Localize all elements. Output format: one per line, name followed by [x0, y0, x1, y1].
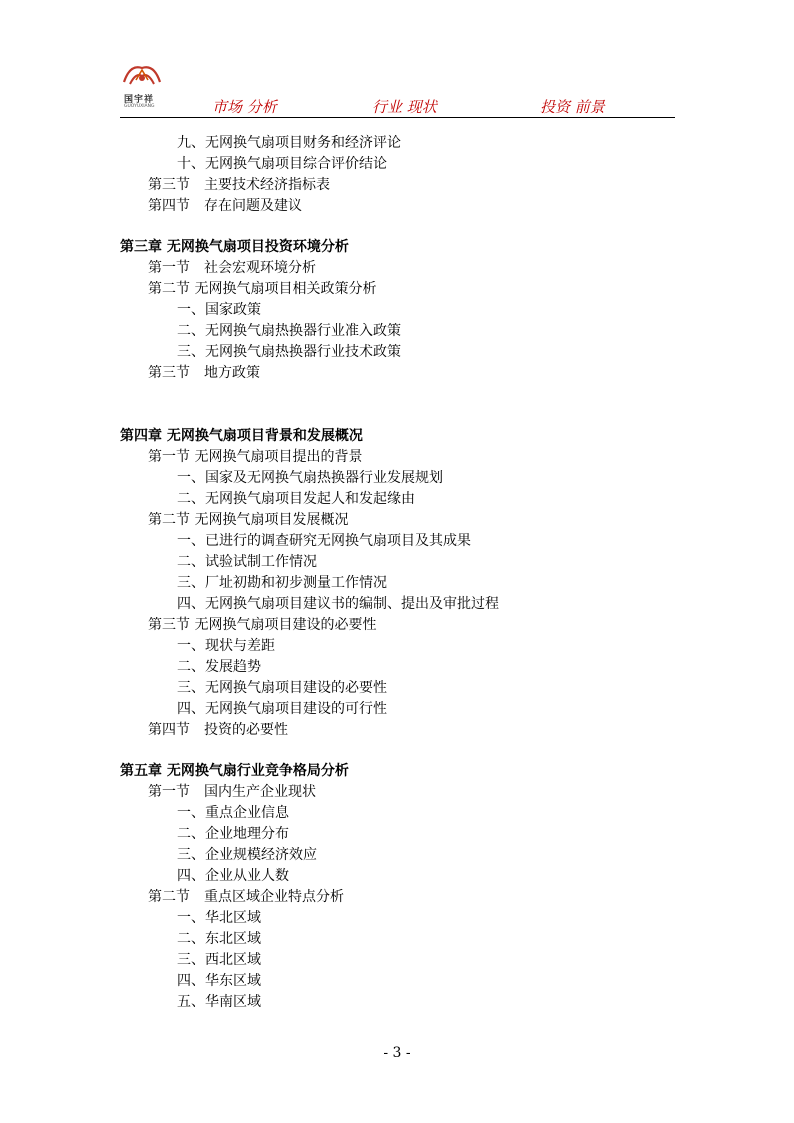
header-item-industry-status: 行业 现状 [372, 98, 437, 116]
toc-section: 第三节 无网换气扇项目建设的必要性 [148, 617, 377, 633]
toc-item: 一、华北区域 [177, 910, 261, 926]
logo-emblem-icon [120, 58, 164, 90]
page-header [120, 58, 675, 118]
toc-section: 第一节 无网换气扇项目提出的背景 [148, 449, 363, 465]
toc-item: 五、华南区域 [177, 994, 261, 1010]
toc-item: 三、企业规模经济效应 [177, 847, 317, 863]
toc-section: 第二节 无网换气扇项目发展概况 [148, 512, 349, 528]
toc-item: 一、现状与差距 [177, 638, 275, 654]
logo-chinese-text: 国宇祥 [124, 95, 155, 105]
toc-item: 二、试验试制工作情况 [177, 554, 317, 570]
toc-item: 一、已进行的调查研究无网换气扇项目及其成果 [177, 533, 471, 549]
header-divider [120, 117, 675, 118]
toc-item: 二、无网换气扇项目发起人和发起缘由 [177, 491, 415, 507]
toc-chapter: 第四章 无网换气扇项目背景和发展概况 [120, 428, 363, 444]
toc-section: 第二节 无网换气扇项目相关政策分析 [148, 281, 377, 297]
toc-section: 第三节 地方政策 [148, 365, 260, 381]
toc-item: 二、东北区域 [177, 931, 261, 947]
toc-item: 四、华东区域 [177, 973, 261, 989]
toc-item: 二、发展趋势 [177, 659, 261, 675]
header-item-investment-outlook: 投资 前景 [540, 98, 605, 116]
toc-section: 第四节 存在问题及建议 [148, 198, 302, 214]
logo-english-text: GUOYUXIANG [124, 104, 155, 109]
toc-item: 十、无网换气扇项目综合评价结论 [177, 156, 387, 172]
toc-section: 第三节 主要技术经济指标表 [148, 177, 330, 193]
toc-chapter: 第三章 无网换气扇项目投资环境分析 [120, 239, 349, 255]
toc-item: 一、国家及无网换气扇热换器行业发展规划 [177, 470, 443, 486]
toc-item: 一、国家政策 [177, 302, 261, 318]
toc-section: 第二节 重点区域企业特点分析 [148, 889, 344, 905]
toc-item: 三、厂址初勘和初步测量工作情况 [177, 575, 387, 591]
toc-item: 四、无网换气扇项目建设的可行性 [177, 701, 387, 717]
toc-item: 二、无网换气扇热换器行业准入政策 [177, 323, 401, 339]
toc-item: 三、无网换气扇项目建设的必要性 [177, 680, 387, 696]
toc-item: 四、企业从业人数 [177, 868, 289, 884]
toc-item: 一、重点企业信息 [177, 805, 289, 821]
toc-section: 第一节 国内生产企业现状 [148, 784, 316, 800]
toc-item: 四、无网换气扇项目建议书的编制、提出及审批过程 [177, 596, 499, 612]
toc-section: 第四节 投资的必要性 [148, 722, 288, 738]
toc-section: 第一节 社会宏观环境分析 [148, 260, 316, 276]
toc-item: 三、西北区域 [177, 952, 261, 968]
page-number: - 3 - [383, 1045, 411, 1061]
toc-item: 二、企业地理分布 [177, 826, 289, 842]
company-logo [120, 58, 180, 114]
toc-item: 三、无网换气扇热换器行业技术政策 [177, 344, 401, 360]
header-item-market-analysis: 市场 分析 [212, 98, 277, 116]
toc-chapter: 第五章 无网换气扇行业竞争格局分析 [120, 763, 349, 779]
toc-item: 九、无网换气扇项目财务和经济评论 [177, 135, 401, 151]
